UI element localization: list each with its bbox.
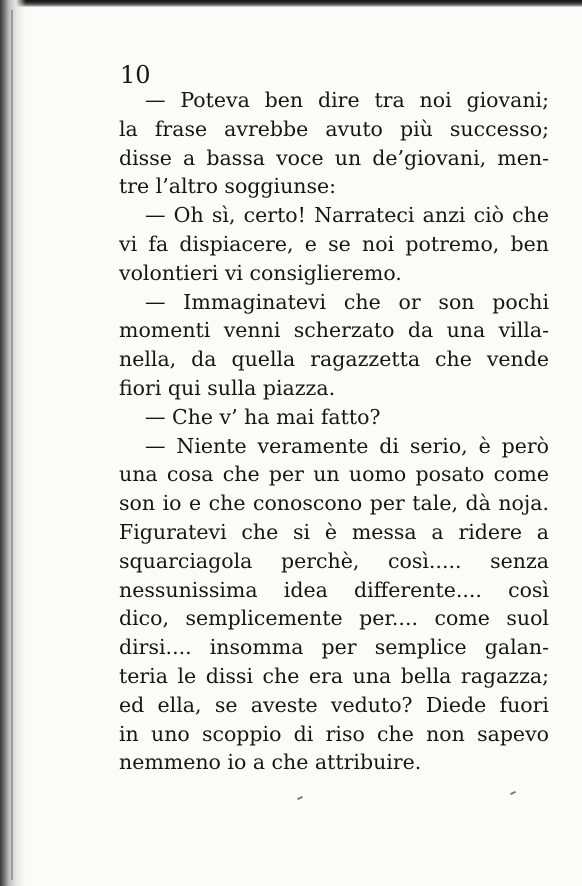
text-line: son io e che conoscono per tale, dà noja. <box>119 491 549 516</box>
body-text <box>119 86 549 777</box>
text-line: nemmeno io a che attribuire. <box>119 750 422 775</box>
text-line: ed ella, se aveste veduto? Diede fuori <box>119 692 549 717</box>
text-line: la frase avrebbe avuto più successo; <box>119 116 549 141</box>
text-line: — Oh sì, certo! Narrateci anzi ciò che <box>145 203 549 228</box>
text-line: — Che v’ ha mai fatto? <box>145 404 381 429</box>
text-line: nella, da quella ragazzetta che vende <box>119 347 549 372</box>
text-line: — Niente veramente di serio, è però <box>145 433 549 458</box>
text-line: volontieri vi consiglieremo. <box>119 260 402 285</box>
text-line: dico, semplicemente per.... come suol <box>119 606 549 631</box>
text-line: una cosa che per un uomo posato come <box>119 462 549 487</box>
text-line: dirsi.... insomma per semplice galan- <box>119 635 549 660</box>
text-line: momenti venni scherzato da una villa- <box>119 318 549 343</box>
binding-line <box>11 10 13 880</box>
text-line: disse a bassa voce un de’giovani, men- <box>119 145 549 170</box>
paper-speck <box>510 791 516 795</box>
page-number: 10 <box>120 61 151 89</box>
text-line: squarciagola perchè, così..... senza <box>119 548 549 573</box>
text-line: nessunissima idea differente.... così <box>119 577 549 602</box>
scan-top-edge <box>0 0 582 7</box>
text-line: — Poteva ben dire tra noi giovani; <box>145 88 549 112</box>
text-line: Figuratevi che si è messa a ridere a <box>119 519 549 544</box>
text-line: — Immaginatevi che or son pochi <box>145 289 549 314</box>
paper-speck <box>297 796 303 800</box>
text-line: teria le dissi che era una bella ragazza; <box>119 663 549 688</box>
binding-shadow <box>0 0 26 886</box>
text-line: fiori qui sulla piazza. <box>119 375 336 400</box>
text-line: vi fa dispiacere, e se noi potremo, ben <box>119 231 549 256</box>
text-line: in uno scoppio di riso che non sapevo <box>119 721 549 746</box>
text-line: tre l’altro soggiunse: <box>119 174 337 199</box>
